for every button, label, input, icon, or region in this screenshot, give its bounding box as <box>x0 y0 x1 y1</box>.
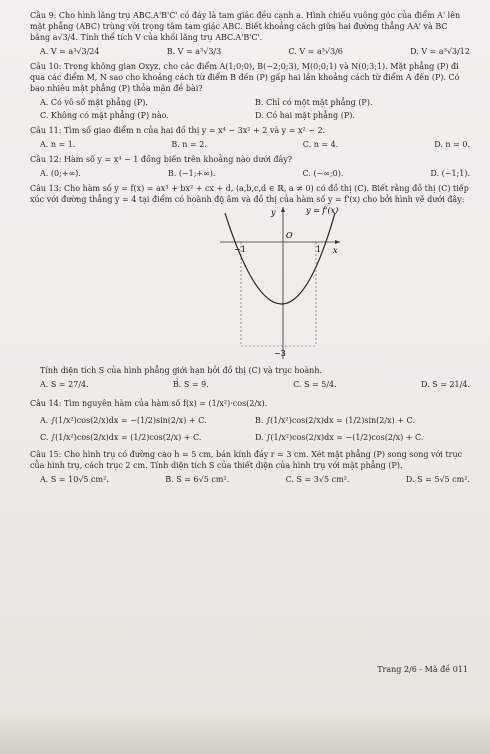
option-d: D. S = 5√5 cm². <box>405 475 470 484</box>
option-d: D. S = 21/4. <box>420 380 470 389</box>
question-14-options <box>40 415 470 443</box>
option-b: B. S = 6√5 cm². <box>165 475 230 484</box>
option-c: C. ∫(1/x²)cos(2/x)dx = (1/2)cos(2/x) + C. <box>40 433 202 442</box>
question-12-options <box>40 168 470 179</box>
option-d: D. Có hai mặt phẳng (P). <box>255 111 355 120</box>
tick-label-neg1: −1 <box>234 245 246 254</box>
tick-label-neg3: −3 <box>274 349 286 358</box>
option-a: A. V = a³√3/24 <box>40 47 100 56</box>
option-b: B. S = 9. <box>172 380 209 389</box>
option-d: D. (−1;1). <box>430 169 470 178</box>
question-15-options <box>40 474 470 485</box>
origin-label: O <box>286 231 293 240</box>
option-c: C. Không có mặt phẳng (P) nào. <box>40 111 169 120</box>
curve-label: y = f'(x) <box>306 206 339 215</box>
question-9-options <box>40 46 470 57</box>
option-c: C. (−∞;0). <box>302 169 344 178</box>
option-a: A. ∫(1/x²)cos(2/x)dx = −(1/2)sin(2/x) + C. <box>40 416 207 425</box>
question-9: Câu 9: Cho hình lăng trụ ABC.A'B'C' có đáy là tam giác đều cạnh a. Hình chiếu vuông góc của điểm A' lên mặt phẳng (ABC) trùng với trọng tâm tam giác ABC. Biết khoảng cách giữa hai đường thẳng AA' và BC bằng a√3/4. Tính thể tích V của khối lăng trụ ABC.A'B'C'. <box>30 11 461 42</box>
x-axis-arrow <box>335 240 340 244</box>
option-a: A. (0;+∞). <box>40 169 81 178</box>
derivative-graph <box>30 205 470 361</box>
option-a: A. n = 1. <box>40 140 76 149</box>
question-13-options <box>40 379 470 390</box>
x-axis-label: x <box>333 246 338 255</box>
question-12: Câu 12: Hàm số y = x⁴ − 1 đồng biến trên khoảng nào dưới đây? <box>30 155 293 164</box>
tick-label-1: 1 <box>316 245 322 254</box>
question-13: Câu 13: Cho hàm số y = f(x) = ax³ + bx² + cx + d, (a,b,c,d ∈ ℝ, a ≠ 0) có đồ thị (C). Biết rằng đồ thị (C) tiếp xúc với đường thẳng y = 4 tại điểm có hoành độ âm và đồ thị của hàm số y = f'(x) cho bởi hình vẽ dưới đây: <box>30 184 469 204</box>
option-c: C. S = 3√5 cm². <box>285 475 350 484</box>
option-b: B. Chỉ có một mặt phẳng (P). <box>255 98 373 107</box>
option-a: A. S = 10√5 cm². <box>40 475 109 484</box>
option-c: C. V = a³√3/6 <box>288 47 343 56</box>
derivative-curve <box>225 213 335 304</box>
option-b: B. ∫(1/x²)cos(2/x)dx = (1/2)sin(2/x) + C. <box>255 416 415 425</box>
option-b: B. (−1;+∞). <box>167 169 216 178</box>
option-d: D. V = a³√3/12 <box>410 47 470 56</box>
question-11: Câu 11: Tìm số giao điểm n của hai đồ thị y = x⁴ − 3x² + 2 và y = x² − 2. <box>30 126 326 135</box>
question-10-options <box>40 97 470 121</box>
page-shadow <box>0 714 490 754</box>
option-c: C. n = 4. <box>302 140 339 149</box>
option-c: C. S = 5/4. <box>293 380 337 389</box>
y-axis-arrow <box>281 207 285 212</box>
question-14: Câu 14: Tìm nguyên hàm của hàm số f(x) = (1/x²)·cos(2/x). <box>30 399 268 408</box>
option-b: B. n = 2. <box>171 140 207 149</box>
question-13-prompt: Tính diện tích S của hình phẳng giới hạn bởi đồ thị (C) và trục hoành. <box>40 366 323 375</box>
question-15: Câu 15: Cho hình trụ có đường cao h = 5 cm, bán kính đáy r = 3 cm. Xét mặt phẳng (P) song song với trục của hình trụ, cách trục 2 cm. Tính diện tích S của thiết diện của hình trụ với mặt phẳng (P). <box>30 450 463 470</box>
y-axis-label: y <box>271 208 276 217</box>
question-10: Câu 10: Trong không gian Oxyz, cho các điểm A(1;0;0), B(−2;0;3), M(0;0;1) và N(0;3;1). Mặt phẳng (P) đi qua các điểm M, N sao cho khoảng cách từ điểm B đến (P) gấp hai lần khoảng cách từ điểm A đến (P). Có bao nhiêu mặt phẳng (P) thỏa mãn đề bài? <box>30 62 460 93</box>
option-d: D. ∫(1/x²)cos(2/x)dx = −(1/2)cos(2/x) + C. <box>255 433 424 442</box>
page-footer: Trang 2/6 - Mã đề 011 <box>377 665 468 674</box>
question-11-options <box>40 139 470 150</box>
option-a: A. S = 27/4. <box>40 380 89 389</box>
option-d: D. n = 0. <box>434 140 470 149</box>
option-a: A. Có vô số mặt phẳng (P). <box>40 98 148 107</box>
option-b: B. V = a³√3/3 <box>166 47 222 56</box>
